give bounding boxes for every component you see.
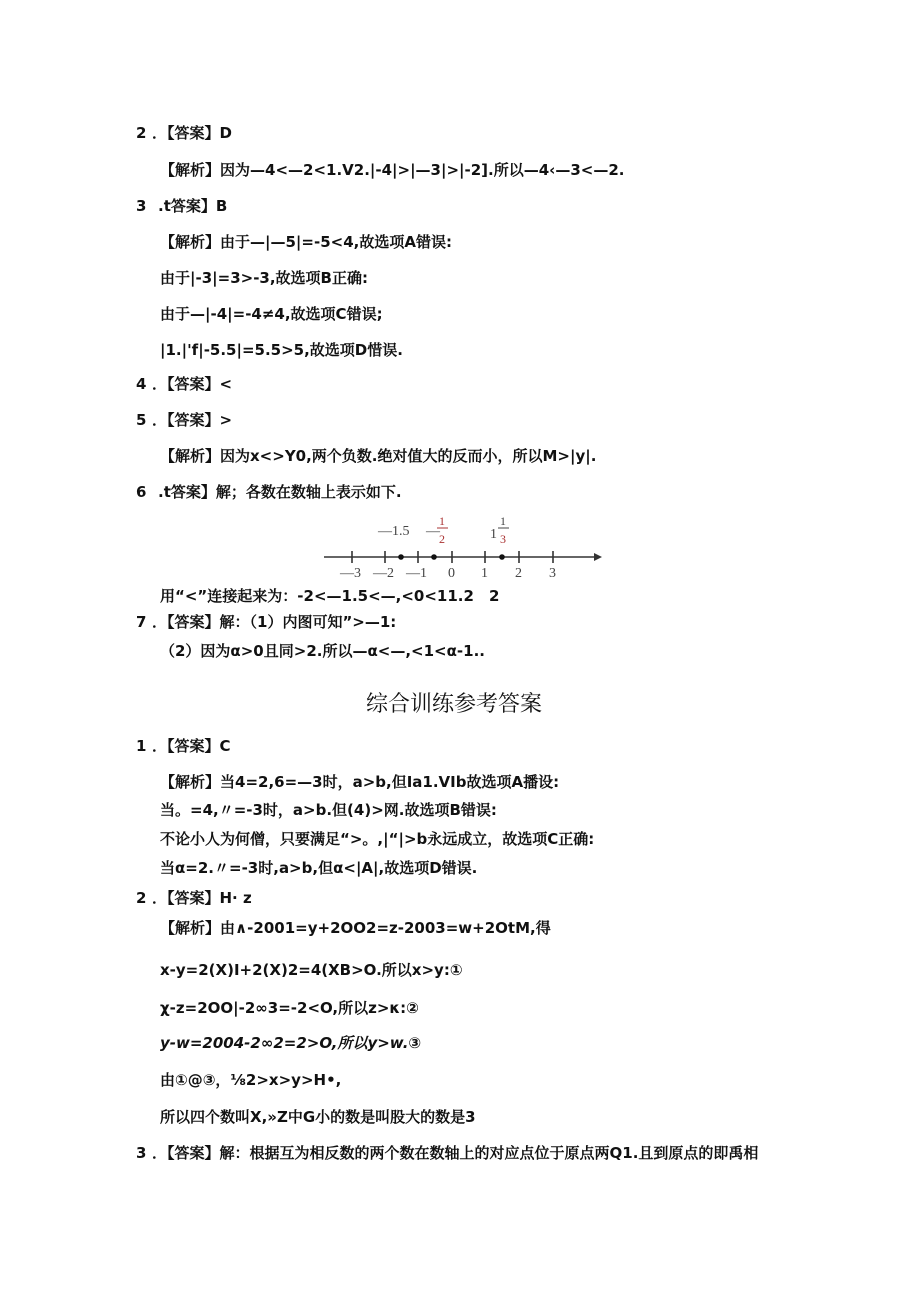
tick-label: 1 [481,566,488,579]
q6-answer: .t答案】解；各数在数轴上表示如下. [158,483,402,501]
s2-q1-analysis-line: 当。=4,〃=-3时，a>b.但(4)>网.故选项B错误: [160,801,497,819]
s2-q1-analysis-line: 不论小人为何僧，只要满足“>。,|“|>b永远成立，故选项C正确: [160,830,595,848]
s2-q2-number: 2 [136,889,147,907]
s2-q3-answer: ．【答案】解：根据互为相反数的两个数在数轴上的对应点位于原点两Q1.且到原点的即禹相 [152,1144,759,1162]
number-line-figure [322,513,602,579]
label-1-half-int: 1 [490,527,497,542]
s2-q1-answer: ．【答案】C [152,737,231,755]
q5-answer: ．【答案】> [152,411,233,429]
q2-answer: ．【答案】D [152,124,232,142]
s2-q2-analysis-line: 由①@③，⅛2>x>y>H•, [160,1071,342,1089]
tick-label: 3 [549,566,556,579]
tick-label: 0 [448,566,455,579]
q3-number: 3 [136,197,147,215]
label-1-half-num: 1 [500,514,506,528]
q3-analysis-line: 由于|-3|=3>-3,故选项B正确: [160,269,368,287]
point-neg-half [431,554,437,560]
s2-q2-analysis-line: χ-z=2OO|-2∞3=-2<O,所以z>κ:② [160,999,419,1017]
point-1-5 [499,554,505,560]
s2-q3-number: 3 [136,1144,147,1162]
s2-q2-analysis-line: 所以四个数叫X,»Z中G小的数是叫股大的数是3 [160,1108,476,1126]
q3-analysis-line: |1.|'f|-5.5|=5.5>5,故选项D惜误. [160,341,403,359]
q4-answer: ．【答案】< [152,375,233,393]
q6-number: 6 [136,483,147,501]
tick-label: —1 [406,566,427,579]
q7-number: 7 [136,613,147,631]
q3-analysis-line: 由于—|-4|=-4≠4,故选项C错误; [160,305,383,323]
s2-q1-analysis-line: 当α=2.〃=-3时,a>b,但α<|A|,故选项D错误. [160,859,478,877]
number-line-arrow [594,553,602,561]
tick-label: 2 [515,566,522,579]
label-half-den: 2 [439,532,445,546]
q4-number: 4 [136,375,147,393]
section-title: 综合训练参考答案 [366,692,543,717]
q3-answer: .t答案】B [158,197,228,215]
q2-analysis: 【解析】因为—4<—2<1.V2.|-4|>|—3|>|-2].所以—4‹—3<—2. [160,161,625,179]
s2-q2-analysis-line: y-w=2004-2∞2=2>O,所以y>w.③ [160,1034,422,1052]
s2-q2-answer: ．【答案】H· z [152,889,252,907]
q7-line2: （2）因为α>0且同>2.所以—α<—,<1<α-1.. [160,642,485,660]
point-neg-1-5 [398,554,404,560]
q3-analysis-line: 【解析】由于—|—5|=-5<4,故选项A错误: [160,233,452,251]
s2-q1-number: 1 [136,737,147,755]
label-neg-half-sign: — [426,524,440,539]
label-neg-1-5: —1.5 [378,524,410,539]
tick-label: —3 [340,566,361,579]
s2-q1-analysis-line: 【解析】当4=2,6=—3时，a>b,但Ia1.VIb故选项A播设: [160,773,560,791]
q5-number: 5 [136,411,147,429]
q2-number: 2 [136,124,147,142]
tick-label: —2 [373,566,394,579]
label-1-half-den: 3 [500,532,506,546]
label-half-num: 1 [439,514,445,528]
q5-analysis: 【解析】因为x<>Y0,两个负数.绝对值大的反而小，所以M>|y|. [160,447,597,465]
s2-q2-analysis-line: 【解析】由∧-2001=y+2OO2=z-2003=w+2OtM,得 [160,919,551,937]
s2-q2-analysis-line: x-y=2(X)I+2(X)2=4(XB>O.所以x>y:① [160,961,463,979]
q7-answer: ．【答案】解：（1）内图可知”>—1: [152,613,397,631]
q6-result: 用“<”连接起来为：-2<—1.5<—,<0<11.2 2 [160,587,500,605]
